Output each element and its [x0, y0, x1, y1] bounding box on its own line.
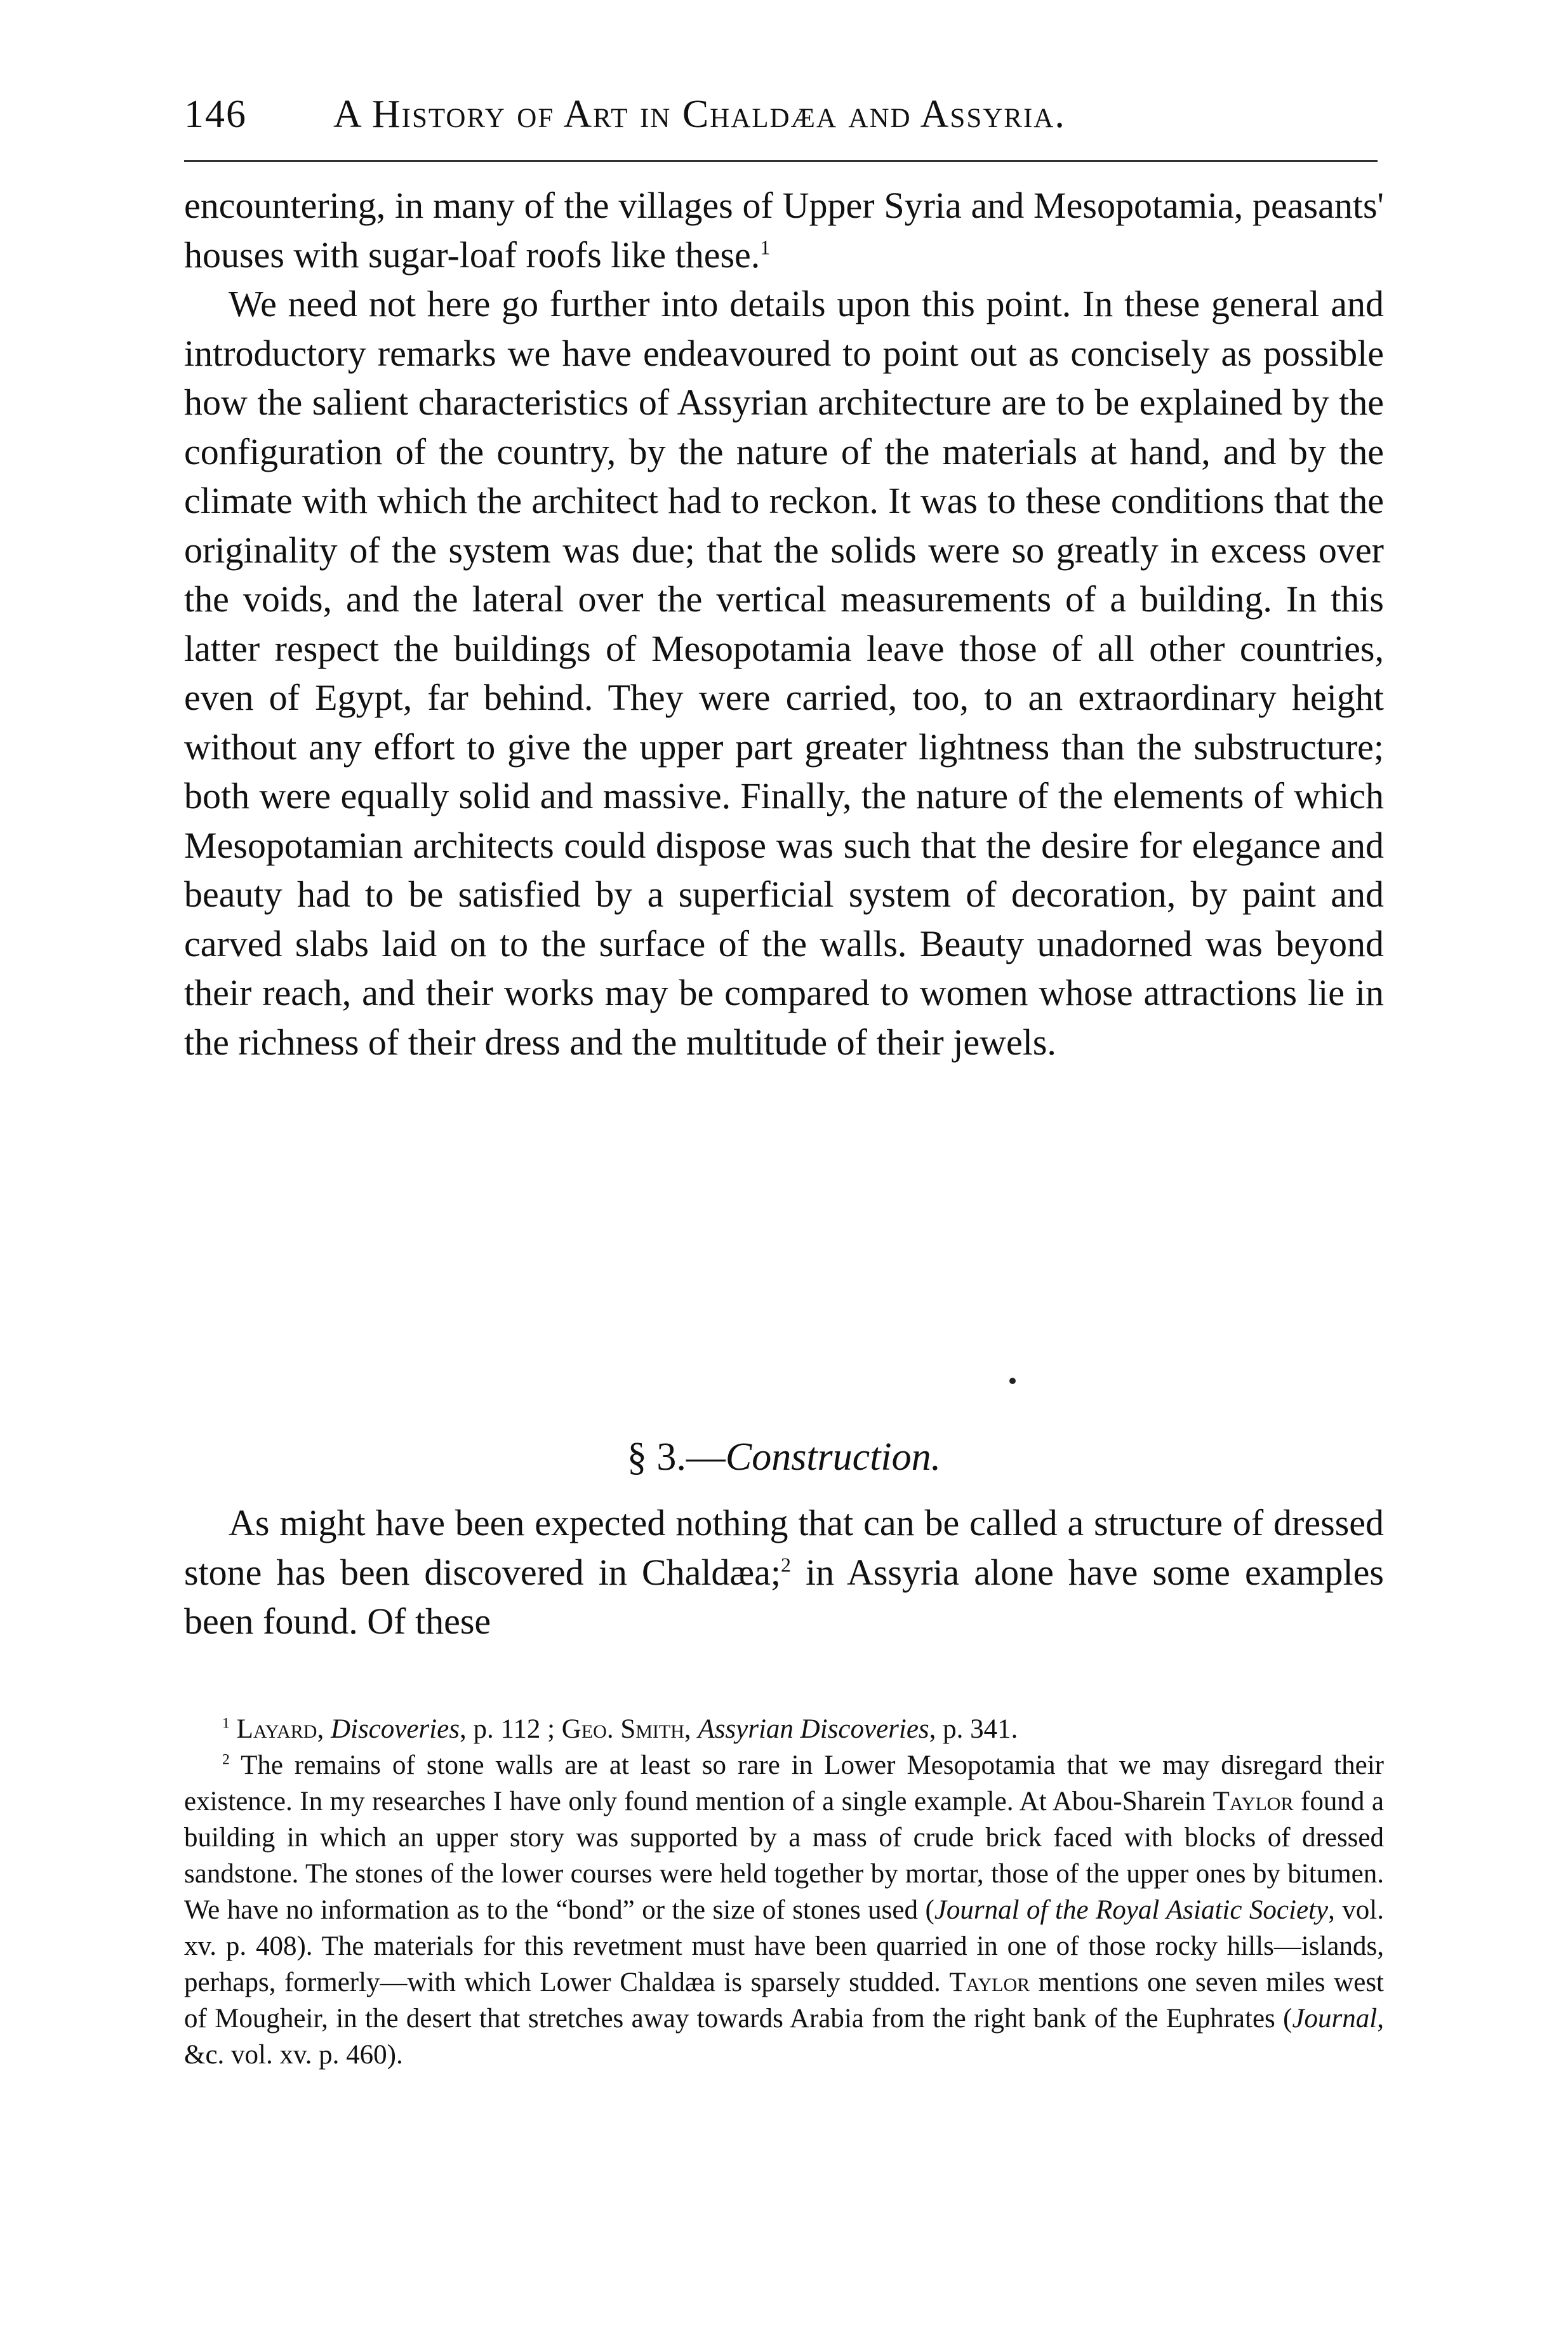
author: Taylor: [1213, 1787, 1294, 1816]
citation: , p. 341.: [929, 1714, 1018, 1744]
paragraph: We need not here go further into details upon this point. In these general and introductory remarks we have endeavoured to point out as concisely as possible how the salient characteristics of Assyrian architecture are to be explained by the configuration of the country, by the nature of the materials at hand, and by the climate with which the architect had to reckon. It was to these conditions that the originality of the system was due; that the solids were so greatly in excess over the voids, and the lateral over the vertical measurements of a building. In this latter respect the buildings of Mesopotamia leave those of all other countries, even of Egypt, far behind. They were carried, too, to an extraordinary height without any effort to give the upper part greater lightness than the substructure; both were equally solid and massive. Finally, the nature of the elements of which Mesopotamian architects could dispose was such that the desire for elegance and beauty had to be satisfied by a superficial system of decoration, by paint and carved slabs laid on to the surface of the walls. Beauty unadorned was beyond their reach, and their works may be compared to women whose attractions lie in the richness of their dress and the multitude of their jewels.: [184, 283, 1384, 1063]
footnote-text: found a building in which an upper story was supported by a mass of crude brick faced with blocks of dressed sandstone. The stones of the lower courses were held together by mortar, those of the upper ones by bitumen. We have no information as to the “bond” or the size of stones used (: [184, 1787, 1384, 1925]
footnotes: [184, 1711, 1384, 2073]
footnote-ref: 1: [760, 236, 771, 259]
footnote-text: , vol. xv. p. 408). The materials for this revetment must have been quarried in one of those rocky hills—islands, perhaps, formerly—with which Lower Chaldæa is sparsely studded.: [184, 1895, 1385, 1997]
footnote-marker: 1: [222, 1715, 230, 1732]
section-title: Construction.: [725, 1435, 941, 1479]
footnote-text: The remains of stone walls are at least so rare in Lower Mesopotamia that we may disregard their existence. In my researches I have only found mention of a single example. At Abou-Sharein: [184, 1750, 1384, 1816]
section-number: § 3.—: [627, 1435, 726, 1479]
paragraph-text: encountering, in many of the villages of Upper Syria and Mesopotamia, peasants' houses with sugar-loaf roofs like these.: [184, 185, 1384, 276]
body-text: [184, 181, 1384, 1067]
footnote-marker: 2: [222, 1751, 230, 1768]
footnote-ref: 2: [780, 1554, 791, 1576]
citation: , p. 112 ;: [459, 1714, 562, 1744]
journal-title: Journal of the Royal Asiatic Society: [934, 1895, 1329, 1925]
page-number: 146: [184, 93, 247, 136]
header-rule: [184, 160, 1378, 162]
footnote-text: , &c. vol. xv. p. 460).: [184, 2004, 1384, 2070]
stray-mark: [1009, 1378, 1016, 1384]
author: Taylor: [949, 1968, 1030, 1997]
work-title: Discoveries: [330, 1714, 460, 1744]
paragraph: [184, 1498, 1384, 1646]
paragraph-text: As might have been expected nothing that can be called a structure of dressed stone has been discovered in Chaldæa;: [184, 1502, 1384, 1593]
running-header: [184, 86, 1390, 156]
footnote-1: $^1$ Layard, Discoveries, p. 112 ; Geo. Smith, Assyrian Discoveries, p. 341.: [222, 1714, 1018, 1744]
section-body: [184, 1498, 1384, 1646]
author: Layard: [236, 1714, 317, 1744]
footnote-2: [184, 1747, 1384, 2073]
author: Geo. Smith: [561, 1714, 684, 1744]
section-heading: [0, 1435, 1568, 1480]
work-title: Assyrian Discoveries: [698, 1714, 929, 1744]
paragraph-continued: [184, 181, 1384, 279]
paragraph-text-cont: in Assyria alone have some examples been found. Of these: [184, 1551, 1384, 1642]
running-title: A History of Art in Chaldæa and Assyria.: [333, 93, 1066, 136]
footnote-text: mentions one seven miles west of Mougheir, in the desert that stretches away towards Arabia from the right bank of the Euphrates (: [184, 1968, 1384, 2034]
journal-title: Journal: [1292, 2004, 1378, 2034]
